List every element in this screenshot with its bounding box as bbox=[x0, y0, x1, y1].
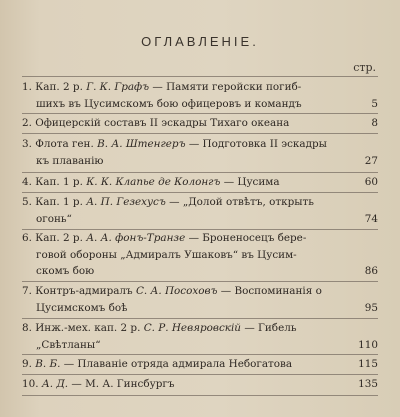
entry-page: 8 bbox=[371, 117, 378, 129]
toc-entry-1 bbox=[22, 79, 378, 112]
entry-line bbox=[22, 194, 378, 211]
entry-number: 8. bbox=[22, 322, 32, 334]
rule bbox=[22, 192, 378, 193]
entry-prefix: Инж.-мех. кап. 2 р. bbox=[35, 322, 141, 334]
rule bbox=[22, 318, 378, 319]
toc-title: ОГЛАВЛЕНІЕ. bbox=[141, 34, 259, 49]
entry-number: 5. bbox=[22, 196, 32, 208]
entry-prefix: Кап. 1 р. bbox=[35, 196, 83, 208]
entry-line bbox=[22, 230, 378, 247]
entry-number: 2. bbox=[22, 117, 32, 129]
entry-line bbox=[22, 247, 378, 264]
toc-entry-6 bbox=[22, 230, 378, 280]
entry-line bbox=[22, 174, 378, 191]
entry-line bbox=[22, 136, 378, 153]
entry-author: А. П. Гезехусъ bbox=[86, 196, 166, 208]
entry-prefix: Кап. 2 р. bbox=[35, 81, 83, 93]
entry-page: 86 bbox=[364, 265, 378, 277]
toc-entry-3 bbox=[22, 136, 378, 169]
entry-author: А. Д. bbox=[41, 378, 69, 390]
entry-title-part2: къ плаванію bbox=[36, 154, 104, 167]
entry-author: А. А. фонъ-Транзе bbox=[86, 232, 186, 244]
rule-bottom bbox=[22, 395, 378, 396]
rule bbox=[22, 281, 378, 282]
entry-title-part2: говой обороны „Адмиралъ Ушаковъ“ въ Цусим- bbox=[36, 248, 297, 261]
toc-entry-5 bbox=[22, 194, 378, 227]
rule bbox=[22, 354, 378, 355]
entry-line bbox=[22, 376, 378, 393]
rule bbox=[22, 172, 378, 173]
toc-entry-10 bbox=[22, 376, 378, 393]
entry-prefix: Кап. 1 р. bbox=[35, 176, 83, 188]
entry-author: К. К. Клапье де Колонгъ bbox=[86, 176, 221, 188]
entry-number: 6. bbox=[22, 232, 32, 244]
entry-title-part1: — М. А. Гинсбургъ bbox=[71, 378, 175, 390]
rule-top bbox=[22, 76, 378, 77]
entry-page: 110 bbox=[358, 338, 378, 351]
entry-title-part2: „Свѣтланы“ bbox=[36, 338, 101, 351]
entry-line bbox=[22, 115, 378, 132]
entry-prefix: Кап. 2 р. bbox=[35, 232, 83, 244]
rule bbox=[22, 113, 378, 114]
entry-author: Г. К. Графъ bbox=[86, 81, 150, 93]
entry-line bbox=[22, 153, 378, 170]
entry-page: 115 bbox=[358, 358, 378, 370]
entry-author: С. Р. Невяровскій bbox=[143, 322, 241, 334]
rule bbox=[22, 374, 378, 375]
entry-page: 60 bbox=[364, 176, 378, 188]
entry-title-part1: — Гибель bbox=[244, 322, 297, 334]
entry-title-part1: — Памяти геройски погиб- bbox=[152, 81, 302, 93]
entry-page: 74 bbox=[364, 212, 378, 225]
entry-title-part2: огонь“ bbox=[36, 212, 72, 225]
entry-prefix: Флота ген. bbox=[35, 138, 94, 150]
entry-line bbox=[22, 79, 378, 96]
entry-author: В. А. Штенгеръ bbox=[97, 138, 186, 150]
entry-line bbox=[22, 263, 378, 280]
page-column-label: стр. bbox=[353, 61, 376, 74]
entry-line bbox=[22, 356, 378, 373]
entry-line bbox=[22, 211, 378, 228]
toc-entry-7 bbox=[22, 283, 378, 316]
entry-line bbox=[22, 337, 378, 354]
entry-title-part2: Цусимскомъ боѣ bbox=[36, 301, 128, 314]
entry-number: 4. bbox=[22, 176, 32, 188]
entry-line bbox=[22, 283, 378, 300]
entry-title-part3: скомъ бою bbox=[36, 265, 95, 277]
entry-number: 1. bbox=[22, 81, 32, 93]
entry-page: 27 bbox=[364, 154, 378, 167]
entry-title-part1: Офицерскій составъ II эскадры Тихаго океана bbox=[35, 117, 290, 129]
entry-title-part1: — Цусима bbox=[223, 176, 280, 188]
entry-title-part1: — Броненосецъ бере- bbox=[188, 232, 307, 244]
entry-author: В. Б. bbox=[35, 358, 61, 370]
entry-number: 3. bbox=[22, 138, 32, 150]
entry-author: С. А. Посоховъ bbox=[135, 285, 218, 297]
entry-page: 135 bbox=[358, 378, 378, 390]
entry-title-part1: — Воспоминанія о bbox=[220, 285, 322, 297]
entry-title-part1: — Подготовка II эскадры bbox=[188, 138, 327, 150]
entry-line bbox=[22, 300, 378, 317]
entry-line bbox=[22, 96, 378, 113]
rule bbox=[22, 133, 378, 134]
toc-entry-4 bbox=[22, 174, 378, 191]
toc-entry-8 bbox=[22, 320, 378, 353]
entry-number: 9. bbox=[22, 358, 32, 370]
entry-line bbox=[22, 320, 378, 337]
entry-title-part1: — Плаваніе отряда адмирала Небогатова bbox=[63, 358, 293, 370]
entry-number: 7. bbox=[22, 285, 32, 297]
toc-entry-9 bbox=[22, 356, 378, 373]
entry-title-part2: шихъ въ Цусимскомъ бою офицеровъ и командъ bbox=[36, 97, 302, 110]
entry-title-part1: — „Долой отвѣтъ, открыть bbox=[169, 196, 314, 208]
entry-prefix: Контръ-адмиралъ bbox=[35, 285, 133, 297]
entry-number: 10. bbox=[22, 378, 39, 390]
entry-page: 5 bbox=[371, 97, 378, 110]
toc-entry-2 bbox=[22, 115, 378, 132]
entry-page: 95 bbox=[364, 301, 378, 314]
